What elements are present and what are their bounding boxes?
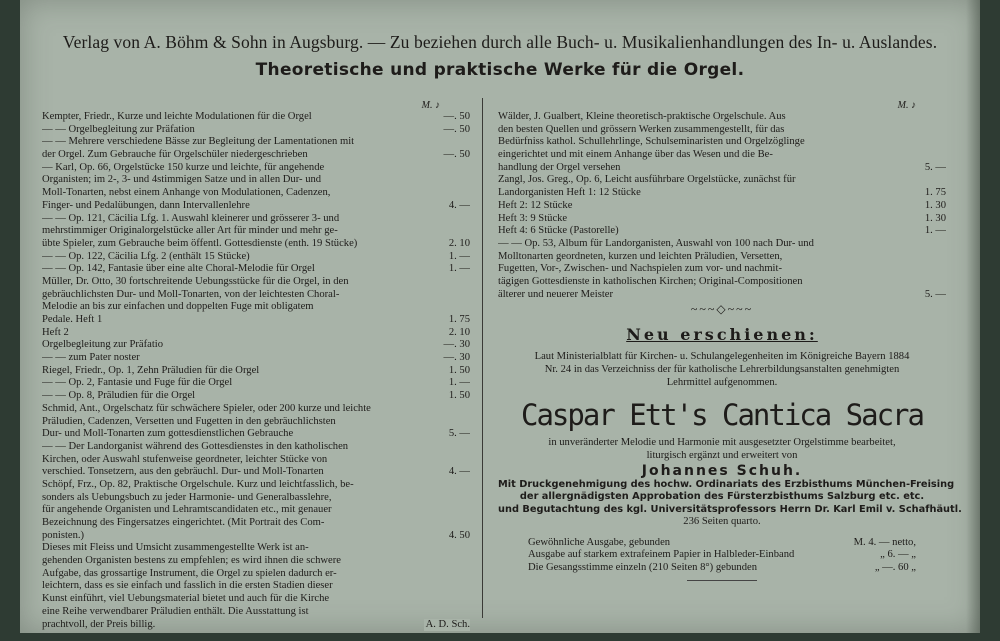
listing-line: [42, 580, 470, 593]
listing-line: [42, 289, 470, 302]
listing-line: [42, 111, 470, 124]
listing-text: Aufgabe, das grossartige Instrument, die Orgel zu spielen dadurch er-: [42, 567, 337, 579]
listing-line: [42, 187, 470, 200]
listing-text: Zangl, Jos. Greg., Op. 6, Leicht ausführbare Orgelstücke, zunächst für: [498, 174, 796, 186]
listing-text: verschied. Tonsetzern, aus den gebräuchl. Dur- und Moll-Tonarten: [42, 466, 324, 478]
listing-price: 2. 10: [448, 237, 470, 249]
listing-line: [42, 441, 470, 454]
listing-text: Melodie an bis zur einfachen und doppelten Fuge mit obligatem: [42, 301, 314, 313]
listing-text: Heft 2: [42, 326, 69, 338]
listing-text: — — Op. 53, Album für Landorganisten, Auswahl von 100 nach Dur- und: [498, 237, 814, 249]
listing-text: gehenden Organisten bestens zu empfehlen; es wird ihnen die schwere: [42, 555, 341, 567]
listing-text: älterer und neuerer Meister: [498, 288, 614, 300]
intro-line: Nr. 24 in das Verzeichniss der für katholische Lehrerbildungsanstalten genehmigten: [544, 364, 900, 375]
listing-text: Bezeichnung des Fingersatzes eingerichtet. (Mit Portrait des Com-: [42, 517, 325, 528]
listing-text: Wälder, J. Gualbert, Kleine theoretisch-praktische Orgelschule. Aus: [498, 111, 786, 122]
catalog-page: [20, 0, 980, 633]
listing-text: — — Der Landorganist während des Gottesdienstes in den katholischen: [42, 440, 349, 452]
listing-line: [42, 327, 470, 340]
listing-price: A. D. Sch.: [425, 618, 470, 630]
listing-text: leichtern, dass es sie einfach und fasslich in die ersten Stadien dieser: [42, 580, 333, 592]
listing-price: 1. 75: [448, 314, 470, 325]
listing-price: 1. —: [448, 250, 470, 262]
listing-line: [498, 276, 946, 289]
listing-text: Kempter, Friedr., Kurze und leichte Modulationen für die Orgel: [42, 111, 312, 122]
listing-price: 4. 50: [448, 529, 470, 541]
listing-line: [498, 136, 946, 149]
announcement-prices: [498, 537, 946, 575]
listing-line: [42, 314, 470, 327]
listing-line: [528, 537, 916, 550]
ornament-divider: ~~~◇~~~: [690, 302, 754, 317]
listing-price: —. 50: [443, 123, 470, 135]
listing-line: [498, 124, 946, 137]
listing-line: [42, 466, 470, 479]
listing-price: 4. —: [448, 199, 470, 211]
approval-line: Mit Druckgenehmigung des hochw. Ordinariats des Erzbisthums München-Freising: [498, 478, 955, 490]
left-listing: [42, 111, 470, 631]
listing-line: [42, 124, 470, 137]
intro-line: Lehrmittel aufgenommen.: [666, 376, 778, 388]
intro-line: Laut Ministerialblatt für Kirchen- u. Schulangelegenheiten im Königreiche Bayern 1884: [534, 351, 910, 363]
listing-line: [498, 187, 946, 200]
listing-text: den besten Quellen und grössern Werken zusammengestellt, für das: [498, 123, 785, 135]
listing-text: für angehende Organisten und Lehramtscandidaten etc., mit genauer: [42, 504, 332, 516]
listing-line: [42, 428, 470, 441]
listing-line: [42, 276, 470, 289]
listing-text: Dur- und Moll-Tonarten zum gottesdienstlichen Gebrauche: [42, 428, 294, 440]
listing-price: 1. 75: [924, 187, 946, 199]
listing-text: — — Op. 142, Fantasie über eine alte Choral-Melodie für Orgel: [42, 263, 315, 275]
listing-line: [42, 504, 470, 517]
listing-text: gebräuchlichsten Dur- und Moll-Tonarten, von der leichtesten Choral-: [42, 288, 340, 300]
listing-price: —. 50: [443, 111, 470, 122]
listing-text: Heft 2: 12 Stücke: [498, 199, 573, 211]
listing-price: 1. —: [448, 377, 470, 389]
approval-line: und Begutachtung des kgl. Universitätsprofessors Herrn Dr. Karl Emil v. Schafhäutl.: [498, 503, 962, 515]
listing-text: mehrstimmiger Originalorgelstücke aller Art für minder und mehr ge-: [42, 225, 338, 237]
listing-price: „ —. 60 „: [874, 561, 916, 573]
editor-name: Johannes Schuh.: [641, 462, 803, 479]
listing-line: [498, 263, 946, 276]
listing-line: [498, 111, 946, 124]
listing-line: [528, 562, 916, 575]
listing-text: Schöpf, Frz., Op. 82, Praktische Orgelschule. Kurz und leichtfasslich, be-: [42, 478, 354, 490]
listing-text: Müller, Dr. Otto, 30 fortschreitende Uebungsstücke für die Orgel, in den: [42, 275, 349, 287]
approval-line: der allergnädigsten Approbation des Fürsterzbisthums Salzburg etc. etc.: [519, 491, 925, 503]
page-title: Theoretische und praktische Werke für die Orgel.: [255, 60, 745, 80]
currency-header-right: M. ♪: [897, 100, 916, 111]
listing-text: Heft 3: 9 Stücke: [498, 212, 568, 224]
listing-line: [42, 352, 470, 365]
listing-line: [42, 251, 470, 264]
listing-line: [42, 390, 470, 403]
listing-text: prachtvoll, der Preis billig.: [42, 618, 156, 630]
listing-line: [42, 568, 470, 581]
right-listing: [498, 111, 946, 301]
listing-line: [42, 339, 470, 352]
listing-price: —. 30: [443, 352, 470, 364]
listing-text: Schmid, Ant., Orgelschatz für schwächere Spieler, oder 200 kurze und leichte: [42, 402, 371, 414]
listing-line: [498, 162, 946, 175]
listing-text: — — zum Pater noster: [42, 352, 140, 364]
listing-line: [42, 365, 470, 378]
currency-header: M. ♪: [421, 100, 440, 111]
listing-text: — — Op. 122, Cäcilia Lfg. 2 (enthält 15 Stücke): [42, 250, 250, 262]
listing-line: [498, 251, 946, 264]
listing-text: Finger- und Pedalübungen, dann Intervallenlehre: [42, 199, 250, 211]
listing-text: Präludien, Cadenzen, Versetten und Fugetten in den gebräuchlichsten: [42, 415, 336, 427]
listing-price: 5. —: [448, 428, 470, 440]
listing-text: eingerichtet und mit einem Anhange über das Wesen und die Be-: [498, 149, 773, 161]
listing-text: tägigen Gottesdienste in katholischen Kirchen; Original-Compositionen: [498, 275, 803, 287]
listing-line: [42, 593, 470, 606]
listing-line: [42, 174, 470, 187]
listing-line: [528, 549, 916, 562]
listing-line: [42, 542, 470, 555]
listing-price: 4. —: [448, 466, 470, 478]
closing-rule: [687, 580, 757, 581]
listing-price: 1. 50: [448, 390, 470, 402]
page-edge-shadow: [966, 0, 980, 633]
listing-line: [42, 149, 470, 162]
listing-line: [42, 416, 470, 429]
listing-line: [42, 377, 470, 390]
left-column: [42, 100, 470, 631]
listing-price: —. 50: [443, 149, 470, 161]
listing-text: Heft 4: 6 Stücke (Pastorelle): [498, 225, 619, 237]
listing-line: [42, 619, 470, 632]
listing-line: [498, 213, 946, 226]
listing-text: Bedürfniss kathol. Schullehrlinge, Schulseminaristen und Orgelzöglinge: [498, 136, 805, 148]
listing-price: 5. —: [924, 288, 946, 300]
listing-line: [42, 200, 470, 213]
listing-text: Dieses mit Fleiss und Umsicht zusammengestellte Werk ist an-: [42, 542, 309, 554]
listing-price: 1. 30: [924, 199, 946, 211]
listing-text: Riegel, Friedr., Op. 1, Zehn Präludien für die Orgel: [42, 364, 260, 376]
listing-line: [42, 225, 470, 238]
subtitle-line: liturgisch ergänzt und erweitert von: [646, 450, 798, 462]
listing-text: Organisten; im 2-, 3- und 4stimmigen Satze und in allen Dur- und: [42, 174, 322, 186]
listing-price: 1. —: [448, 263, 470, 275]
listing-text: — Karl, Op. 66, Orgelstücke 150 kurze und leichte, für angehende: [42, 161, 325, 173]
listing-text: eine Reihe verwendbarer Präludien enthält. Die Ausstattung ist: [42, 605, 309, 617]
listing-text: Gewöhnliche Ausgabe, gebunden: [528, 536, 671, 548]
listing-text: — — Op. 8, Präludien für die Orgel: [42, 390, 196, 402]
listing-text: — — Op. 2, Fantasie und Fuge für die Orgel: [42, 377, 233, 389]
listing-price: „ 6. — „: [880, 549, 916, 561]
listing-line: [498, 200, 946, 213]
page-count: 236 Seiten quarto.: [683, 515, 761, 527]
listing-price: 1. 30: [924, 212, 946, 224]
listing-text: — — Mehrere verschiedene Bässe zur Begleitung der Lamentationen mit: [42, 136, 355, 148]
listing-text: der Orgel. Zum Gebrauche für Orgelschüler niedergeschrieben: [42, 149, 308, 161]
listing-line: [42, 530, 470, 543]
listing-text: Die Gesangsstimme einzeln (210 Seiten 8°) gebunden: [528, 561, 758, 573]
listing-text: handlung der Orgel versehen: [498, 161, 621, 173]
listing-text: ponisten.): [42, 529, 85, 541]
listing-line: [42, 238, 470, 251]
listing-text: — — Op. 121, Cäcilia Lfg. 1. Auswahl kleinerer und grösserer 3- und: [42, 212, 340, 224]
listing-text: Moll-Tonarten, nebst einem Anhange von Modulationen, Cadenzen,: [42, 187, 331, 199]
listing-line: [498, 225, 946, 238]
listing-text: Molltonarten geordneten, kurzen und leichten Präludien, Versetten,: [498, 250, 783, 262]
listing-text: Fugetten, Vor-, Zwischen- und Nachspielen zum vor- und nachmit-: [498, 263, 782, 275]
right-column: [498, 100, 962, 586]
listing-text: übte Spieler, zum Gebrauche beim öffentl. Gottesdienste (enth. 19 Stücke): [42, 237, 358, 249]
listing-line: [42, 454, 470, 467]
listing-price: 5. —: [924, 161, 946, 173]
listing-line: [42, 213, 470, 226]
subtitle-line: in unveränderter Melodie und Harmonie mit ausgesetzter Orgelstimme bearbeitet,: [548, 437, 896, 449]
listing-text: Pedale. Heft 1: [42, 314, 103, 325]
listing-line: [42, 162, 470, 175]
listing-line: [42, 517, 470, 530]
listing-price: M. 4. — netto,: [853, 536, 916, 548]
announcement-heading: Neu erschienen:: [626, 325, 818, 345]
listing-line: [42, 479, 470, 492]
listing-line: [498, 238, 946, 251]
listing-price: 2. 10: [448, 326, 470, 338]
listing-text: Kirchen, oder Auswahl stufenweise geordneter, leichter Stücke von: [42, 453, 328, 465]
listing-price: 1. 50: [448, 364, 470, 376]
listing-text: — — Orgelbegleitung zur Präfation: [42, 123, 195, 135]
listing-text: Orgelbegleitung zur Präfatio: [42, 339, 164, 351]
listing-line: [42, 136, 470, 149]
publisher-line: Verlag von A. Böhm & Sohn in Augsburg. — Zu beziehen durch alle Buch- u. Musikalienhandlungen des In- u. Auslandes.: [62, 32, 938, 52]
work-title: Caspar Ett's Cantica Sacra: [521, 398, 923, 433]
listing-line: [498, 149, 946, 162]
listing-line: [42, 492, 470, 505]
column-divider: [482, 98, 483, 618]
listing-text: sonders als Uebungsbuch zu jeder Harmonie- und Generalbasslehre,: [42, 491, 332, 503]
listing-line: [42, 606, 470, 619]
listing-text: Landorganisten Heft 1: 12 Stücke: [498, 187, 641, 199]
listing-price: 1. —: [924, 225, 946, 237]
listing-line: [498, 174, 946, 187]
listing-price: —. 30: [443, 339, 470, 351]
listing-line: [42, 263, 470, 276]
listing-line: [42, 555, 470, 568]
listing-text: Kunst einführt, viel Uebungsmaterial bietet und auch für die Kirche: [42, 593, 330, 605]
listing-line: [42, 301, 470, 314]
listing-line: [42, 403, 470, 416]
listing-line: [498, 289, 946, 302]
listing-text: Ausgabe auf starkem extrafeinem Papier in Halbleder-Einband: [528, 549, 795, 561]
